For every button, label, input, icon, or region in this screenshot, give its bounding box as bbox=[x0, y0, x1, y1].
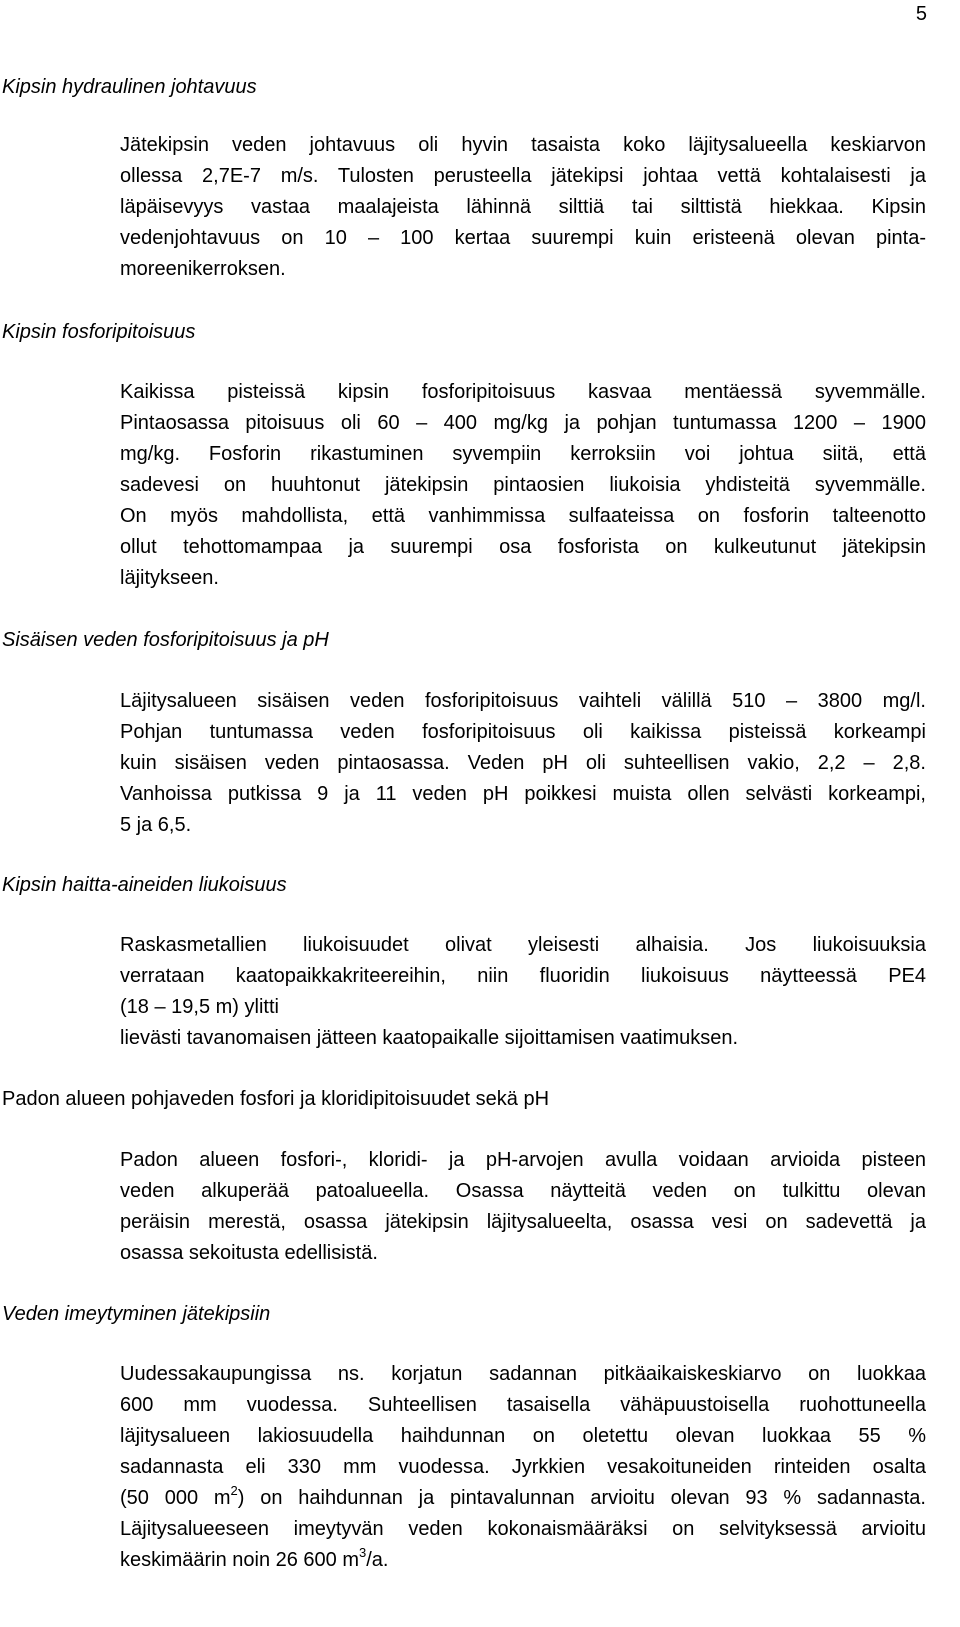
paragraph-line: On myös mahdollista, että vanhimmissa sulfaateissa on fosforin talteenotto bbox=[120, 505, 926, 527]
text-run: keskimäärin noin 26 600 m bbox=[120, 1549, 360, 1571]
paragraph-line: Kaikissa pisteissä kipsin fosforipitoisuus kasvaa mentäessä syvemmälle. bbox=[120, 381, 926, 403]
paragraph-line: sadannasta eli 330 mm vuodessa. Jyrkkien vesakoituneiden rinteiden osalta bbox=[120, 1456, 926, 1478]
paragraph-line: Uudessakaupungissa ns. korjatun sadannan pitkäaikaiskeskiarvo on luokkaa bbox=[120, 1363, 926, 1385]
paragraph-line: 600 mm vuodessa. Suhteellisen tasaisella vähäpuustoisella ruohottuneella bbox=[120, 1394, 926, 1416]
text-run: ) on haihdunnan ja pintavalunnan arvioitu olevan 93 % sadannasta. bbox=[237, 1487, 926, 1509]
paragraph-line: Pintaosassa pitoisuus oli 60 – 400 mg/kg ja pohjan tuntumassa 1200 – 1900 bbox=[120, 412, 926, 434]
paragraph-line: Vanhoissa putkissa 9 ja 11 veden pH poikkesi muista ollen selvästi korkeampi, bbox=[120, 783, 926, 805]
paragraph-phosphorus-content bbox=[120, 377, 926, 594]
paragraph-water-infiltration bbox=[120, 1359, 926, 1576]
paragraph-line: Padon alueen fosfori-, kloridi- ja pH-arvojen avulla voidaan arvioida pisteen bbox=[120, 1149, 926, 1171]
superscript: 3 bbox=[359, 1545, 367, 1561]
text-run: (50 000 m bbox=[120, 1487, 231, 1509]
paragraph-line: ollessa 2,7E-7 m/s. Tulosten perusteella jätekipsi johtaa vettä kohtalaisesti ja bbox=[120, 165, 926, 187]
paragraph-line: Jätekipsin veden johtavuus oli hyvin tasaista koko läjitysalueella keskiarvon bbox=[120, 134, 926, 156]
paragraph-line bbox=[120, 1483, 926, 1514]
paragraph-line bbox=[120, 1545, 926, 1576]
paragraph-line: läpäisevyys vastaa maalajeista lähinnä silttiä tai silttistä hiekkaa. Kipsin bbox=[120, 196, 926, 218]
section-heading-hydraulic-conductivity: Kipsin hydraulinen johtavuus bbox=[2, 76, 257, 98]
paragraph-line: Läjitysalueen sisäisen veden fosforipitoisuus vaihteli välillä 510 – 3800 mg/l. bbox=[120, 690, 926, 712]
paragraph-line: Raskasmetallien liukoisuudet olivat yleisesti alhaisia. Jos liukoisuuksia bbox=[120, 934, 926, 956]
paragraph-line: Läjitysalueeseen imeytyvän veden kokonaismääräksi on selvityksessä arvioitu bbox=[120, 1518, 926, 1540]
text-run: /a. bbox=[366, 1549, 389, 1571]
paragraph-hydraulic-conductivity bbox=[120, 130, 926, 285]
section-heading-harmful-substances: Kipsin haitta-aineiden liukoisuus bbox=[2, 874, 287, 896]
superscript: 2 bbox=[230, 1483, 238, 1499]
paragraph-line: läjitykseen. bbox=[120, 567, 219, 589]
paragraph-line: peräisin merestä, osassa jätekipsin läjitysalueelta, osassa vesi on sadevettä ja bbox=[120, 1211, 926, 1233]
section-heading-water-infiltration: Veden imeytyminen jätekipsiin bbox=[2, 1303, 271, 1325]
paragraph-line: veden alkuperää patoalueella. Osassa näytteitä veden on tulkittu olevan bbox=[120, 1180, 926, 1202]
paragraph-line: lievästi tavanomaisen jätteen kaatopaikalle sijoittamisen vaatimuksen. bbox=[120, 1027, 739, 1049]
paragraph-line: sadevesi on huuhtonut jätekipsin pintaosien liukoisia yhdisteitä syvemmälle. bbox=[120, 474, 926, 496]
paragraph-line: vedenjohtavuus on 10 – 100 kertaa suurempi kuin eristeenä olevan pinta- bbox=[120, 227, 926, 249]
paragraph-line: verrataan kaatopaikkakriteereihin, niin fluoridin liukoisuus näytteessä PE4 bbox=[120, 965, 926, 987]
paragraph-line: läjitysalueen lakiosuudella haihdunnan on oletettu olevan luokkaa 55 % bbox=[120, 1425, 926, 1447]
paragraph-groundwater bbox=[120, 1145, 926, 1269]
paragraph-harmful-substances bbox=[120, 930, 926, 1054]
paragraph-internal-water bbox=[120, 686, 926, 841]
paragraph-line: kuin sisäisen veden pintaosassa. Veden pH oli suhteellisen vakio, 2,2 – 2,8. bbox=[120, 752, 926, 774]
section-heading-internal-water: Sisäisen veden fosforipitoisuus ja pH bbox=[2, 629, 329, 651]
paragraph-line: ollut tehottomampaa ja suurempi osa fosforista on kulkeutunut jätekipsin bbox=[120, 536, 926, 558]
paragraph-line: osassa sekoitusta edellisistä. bbox=[120, 1242, 378, 1264]
section-heading-phosphorus-content: Kipsin fosforipitoisuus bbox=[2, 321, 196, 343]
paragraph-line: Pohjan tuntumassa veden fosforipitoisuus oli kaikissa pisteissä korkeampi bbox=[120, 721, 926, 743]
paragraph-line: mg/kg. Fosforin rikastuminen syvempiin kerroksiin voi johtua siitä, että bbox=[120, 443, 926, 465]
paragraph-line: 5 ja 6,5. bbox=[120, 814, 192, 836]
paragraph-line: moreenikerroksen. bbox=[120, 258, 286, 280]
paragraph-line: (18 – 19,5 m) ylitti bbox=[120, 996, 279, 1018]
page-number: 5 bbox=[915, 3, 927, 25]
section-heading-groundwater: Padon alueen pohjaveden fosfori ja kloridipitoisuudet sekä pH bbox=[2, 1088, 550, 1110]
